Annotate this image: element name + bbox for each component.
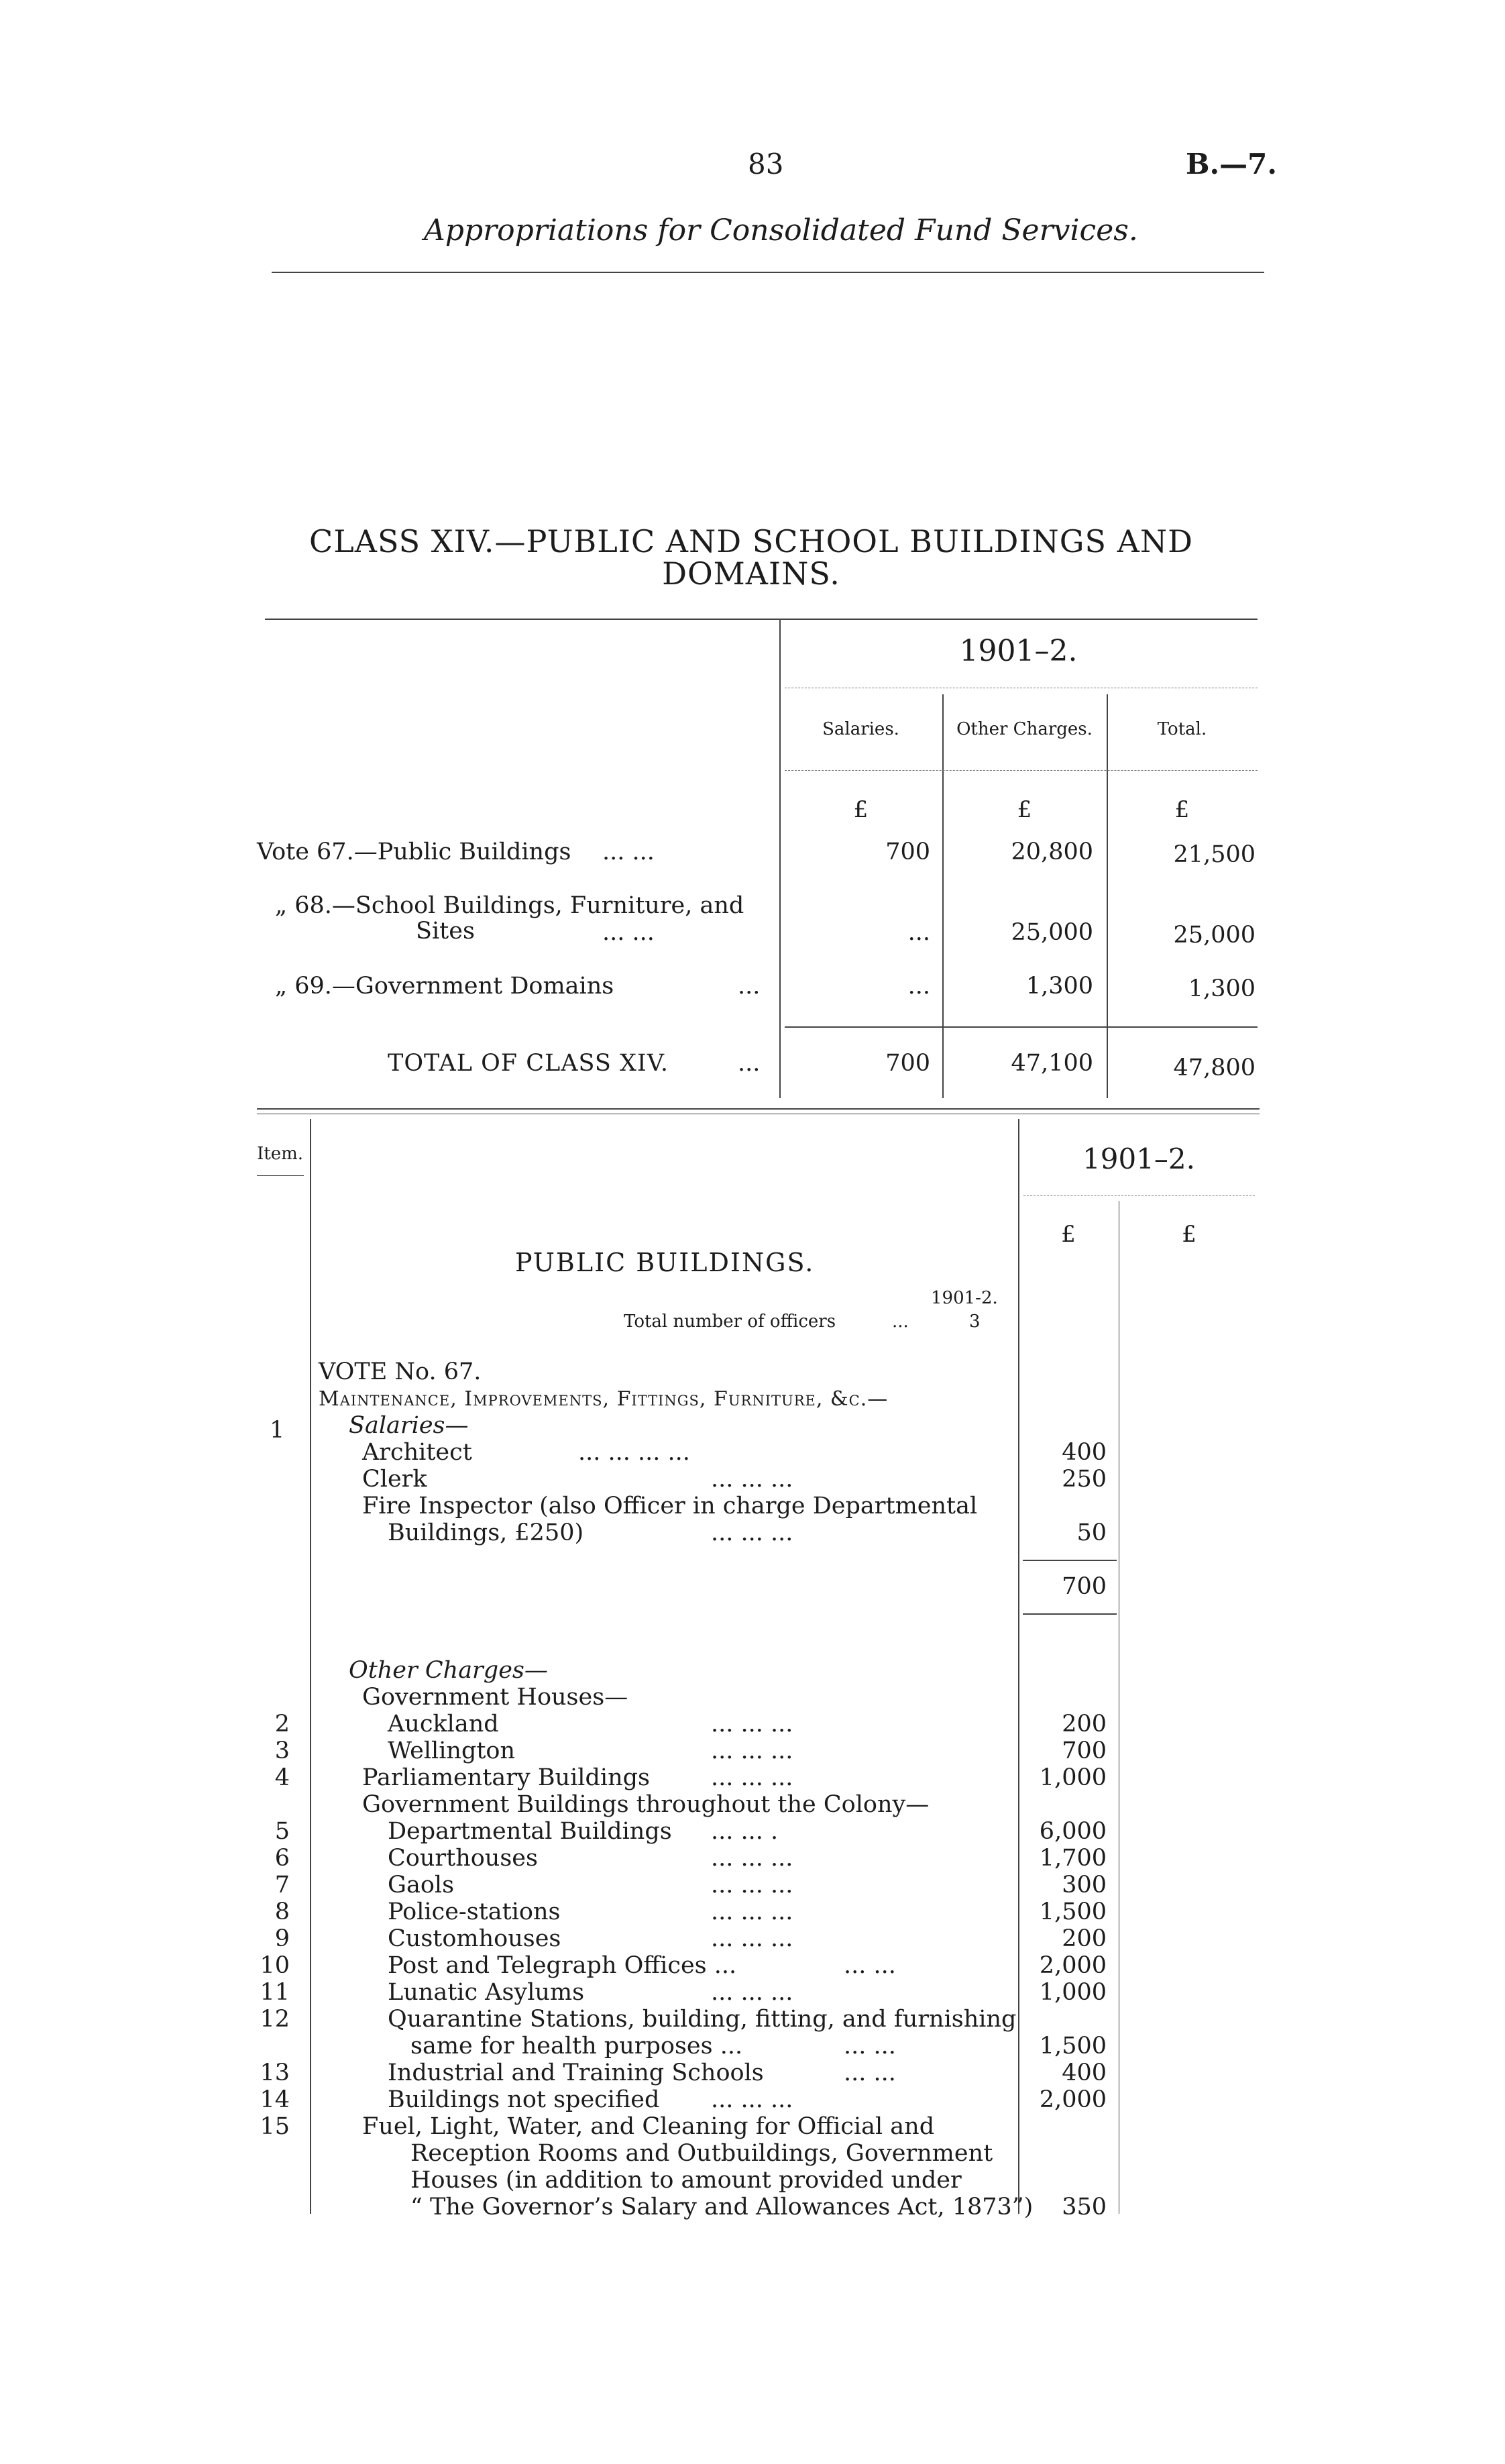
row-label: Departmental Buildings bbox=[388, 1818, 672, 1845]
row-leader: ... ... ... bbox=[711, 1764, 793, 1791]
item-number: 8 bbox=[274, 1898, 290, 1925]
row-amount: 6,000 bbox=[1039, 1818, 1107, 1845]
detail-top-rule bbox=[257, 1108, 1260, 1110]
gov-houses-heading: Government Houses— bbox=[362, 1684, 628, 1711]
row-label: Parliamentary Buildings bbox=[362, 1764, 650, 1791]
summary-currency: £ bbox=[1174, 796, 1190, 823]
item-number: 13 bbox=[260, 2059, 290, 2086]
salaries-subtotal-rule bbox=[1023, 1560, 1117, 1561]
class-heading-line2: DOMAINS. bbox=[662, 555, 840, 592]
summary-col-other: Other Charges. bbox=[956, 719, 1093, 739]
page-title: Appropriations for Consolidated Fund Services. bbox=[424, 213, 1138, 248]
officers-label: Total number of officers bbox=[624, 1311, 836, 1332]
summary-row-salaries: ... bbox=[907, 973, 930, 1000]
row-amount: 1,700 bbox=[1039, 1845, 1107, 1872]
item-number: 2 bbox=[274, 1711, 290, 1737]
detail-year: 1901–2. bbox=[1082, 1142, 1195, 1175]
row-label: Quarantine Stations, building, fitting, and furnishing bbox=[388, 2006, 1017, 2033]
row-label: Buildings not specified bbox=[388, 2086, 660, 2113]
row-leader: ... ... ... bbox=[711, 1979, 793, 2006]
summary-row-other: 20,800 bbox=[1011, 839, 1093, 865]
summary-total-rule bbox=[785, 1026, 1258, 1028]
item-number: 1 bbox=[270, 1417, 285, 1444]
row-amount: 2,000 bbox=[1039, 1952, 1107, 1979]
row-leader: ... ... ... bbox=[711, 2086, 793, 2113]
row-label: Fuel, Light, Water, and Cleaning for Official and bbox=[362, 2113, 935, 2140]
other-charges-heading: Other Charges— bbox=[349, 1657, 548, 1684]
row-label: Wellington bbox=[388, 1737, 516, 1764]
header-rule bbox=[272, 272, 1264, 273]
summary-col-total: Total. bbox=[1157, 719, 1207, 739]
detail-currency: £ bbox=[1061, 1221, 1076, 1248]
row-amount: 400 bbox=[1062, 2059, 1107, 2086]
item-number: 3 bbox=[274, 1737, 290, 1764]
row-label: Courthouses bbox=[388, 1845, 538, 1872]
row-amount: 1,500 bbox=[1039, 2033, 1107, 2059]
item-number: 4 bbox=[274, 1764, 290, 1791]
row-leader: ... ... bbox=[844, 2033, 896, 2059]
row-amount: 2,000 bbox=[1039, 2086, 1107, 2113]
item-number: 14 bbox=[260, 2086, 290, 2113]
row-amount: 1,000 bbox=[1039, 1764, 1107, 1791]
page-number: 83 bbox=[748, 148, 784, 180]
summary-row-label: Sites bbox=[416, 918, 475, 945]
row-label: Houses (in addition to amount provided under bbox=[410, 2167, 962, 2194]
row-amount: 200 bbox=[1062, 1711, 1107, 1737]
summary-row-label: „ 69.—Government Domains bbox=[275, 973, 614, 1000]
item-number: 12 bbox=[260, 2006, 290, 2033]
row-leader: ... ... bbox=[844, 2059, 896, 2086]
page-reference: B.—7. bbox=[1186, 148, 1277, 180]
row-label: Buildings, £250) bbox=[388, 1519, 584, 1546]
summary-row-other: 25,000 bbox=[1011, 919, 1093, 946]
row-label: Auckland bbox=[388, 1711, 499, 1737]
summary-row-salaries: ... bbox=[907, 919, 930, 946]
summary-row-leader: ... bbox=[738, 973, 761, 1000]
row-label: Architect bbox=[362, 1439, 472, 1466]
item-number: 6 bbox=[274, 1845, 290, 1872]
maintenance-heading: Maintenance, Improvements, Fittings, Furniture, &c.— bbox=[319, 1387, 889, 1411]
summary-divider bbox=[1107, 694, 1108, 1098]
row-leader: ... ... ... bbox=[711, 1898, 793, 1925]
summary-row-leader: ... ... bbox=[602, 839, 655, 865]
class-heading-line1: CLASS XIV.—PUBLIC AND SCHOOL BUILDINGS AND bbox=[309, 523, 1193, 559]
row-label: Reception Rooms and Outbuildings, Government bbox=[410, 2140, 993, 2167]
detail-year-rule bbox=[1023, 1195, 1255, 1196]
row-leader: ... ... ... bbox=[711, 1872, 793, 1898]
row-leader: ... ... ... bbox=[711, 1737, 793, 1764]
summary-row-total: 1,300 bbox=[1188, 975, 1256, 1002]
summary-total-leader: ... bbox=[738, 1050, 761, 1077]
summary-divider bbox=[942, 694, 944, 1098]
row-leader: ... ... ... bbox=[711, 1845, 793, 1872]
item-number: 7 bbox=[274, 1872, 290, 1898]
summary-row-label: Vote 67.—Public Buildings bbox=[257, 839, 571, 865]
section-title: PUBLIC BUILDINGS. bbox=[515, 1248, 815, 1277]
vote-number: VOTE No. 67. bbox=[319, 1358, 482, 1385]
summary-year: 1901–2. bbox=[959, 634, 1078, 668]
row-leader: ... ... ... bbox=[711, 1519, 793, 1546]
salaries-total: 700 bbox=[1062, 1573, 1107, 1600]
summary-total-salaries: 700 bbox=[885, 1050, 930, 1077]
summary-row-other: 1,300 bbox=[1025, 973, 1093, 1000]
summary-row-leader: ... ... bbox=[602, 919, 655, 946]
summary-total-label: TOTAL OF CLASS XIV. bbox=[388, 1050, 669, 1077]
item-number: 9 bbox=[274, 1925, 290, 1952]
summary-currency: £ bbox=[853, 796, 869, 823]
row-leader: ... ... bbox=[844, 1952, 896, 1979]
summary-total-total: 47,800 bbox=[1173, 1055, 1256, 1081]
row-amount: 1,500 bbox=[1039, 1898, 1107, 1925]
row-amount: 250 bbox=[1062, 1466, 1107, 1493]
row-label: “ The Governor’s Salary and Allowances Act, 1873”) bbox=[410, 2194, 1034, 2220]
item-number: 5 bbox=[274, 1818, 290, 1845]
row-amount: 200 bbox=[1062, 1925, 1107, 1952]
item-number: 15 bbox=[260, 2113, 290, 2140]
officers-year: 1901-2. bbox=[931, 1288, 998, 1308]
row-amount: 400 bbox=[1062, 1439, 1107, 1466]
row-label: same for health purposes ... bbox=[410, 2033, 743, 2059]
row-leader: ... ... ... bbox=[711, 1466, 793, 1493]
summary-top-rule bbox=[265, 619, 1258, 620]
row-label: Industrial and Training Schools bbox=[388, 2059, 764, 2086]
row-amount: 1,000 bbox=[1039, 1979, 1107, 2006]
summary-currency: £ bbox=[1017, 796, 1032, 823]
row-amount: 700 bbox=[1062, 1737, 1107, 1764]
summary-col-salaries: Salaries. bbox=[822, 719, 899, 739]
item-number: 10 bbox=[260, 1952, 290, 1979]
item-header: Item. bbox=[257, 1144, 304, 1164]
row-label: Clerk bbox=[362, 1466, 427, 1493]
summary-row-label: „ 68.—School Buildings, Furniture, and bbox=[275, 892, 744, 919]
detail-currency: £ bbox=[1182, 1221, 1196, 1248]
row-amount: 50 bbox=[1076, 1519, 1107, 1546]
row-label: Police-stations bbox=[388, 1898, 561, 1925]
row-leader: ... ... ... bbox=[711, 1925, 793, 1952]
row-label: Fire Inspector (also Officer in charge Departmental bbox=[362, 1493, 978, 1519]
row-label: Post and Telegraph Offices ... bbox=[388, 1952, 737, 1979]
row-label: Lunatic Asylums bbox=[388, 1979, 585, 2006]
row-leader: ... ... ... ... bbox=[578, 1439, 690, 1466]
summary-row-total: 25,000 bbox=[1173, 922, 1256, 949]
gov-buildings-heading: Government Buildings throughout the Colony— bbox=[362, 1791, 930, 1818]
item-header-rule bbox=[257, 1175, 304, 1176]
summary-row-salaries: 700 bbox=[885, 839, 930, 865]
summary-total-other: 47,100 bbox=[1011, 1050, 1093, 1077]
officers-leader: ... bbox=[892, 1311, 909, 1332]
salaries-total-rule bbox=[1023, 1613, 1117, 1615]
detail-item-divider bbox=[310, 1119, 311, 2214]
row-leader: ... ... . bbox=[711, 1818, 779, 1845]
row-amount: 350 bbox=[1062, 2194, 1107, 2220]
row-label: Gaols bbox=[388, 1872, 455, 1898]
summary-row-total: 21,500 bbox=[1173, 841, 1256, 868]
row-amount: 300 bbox=[1062, 1872, 1107, 1898]
summary-colhead-rule bbox=[785, 770, 1258, 771]
salaries-heading: Salaries— bbox=[349, 1412, 469, 1439]
item-number: 11 bbox=[260, 1979, 290, 2006]
officers-count: 3 bbox=[969, 1311, 981, 1332]
row-label: Customhouses bbox=[388, 1925, 561, 1952]
row-leader: ... ... ... bbox=[711, 1711, 793, 1737]
